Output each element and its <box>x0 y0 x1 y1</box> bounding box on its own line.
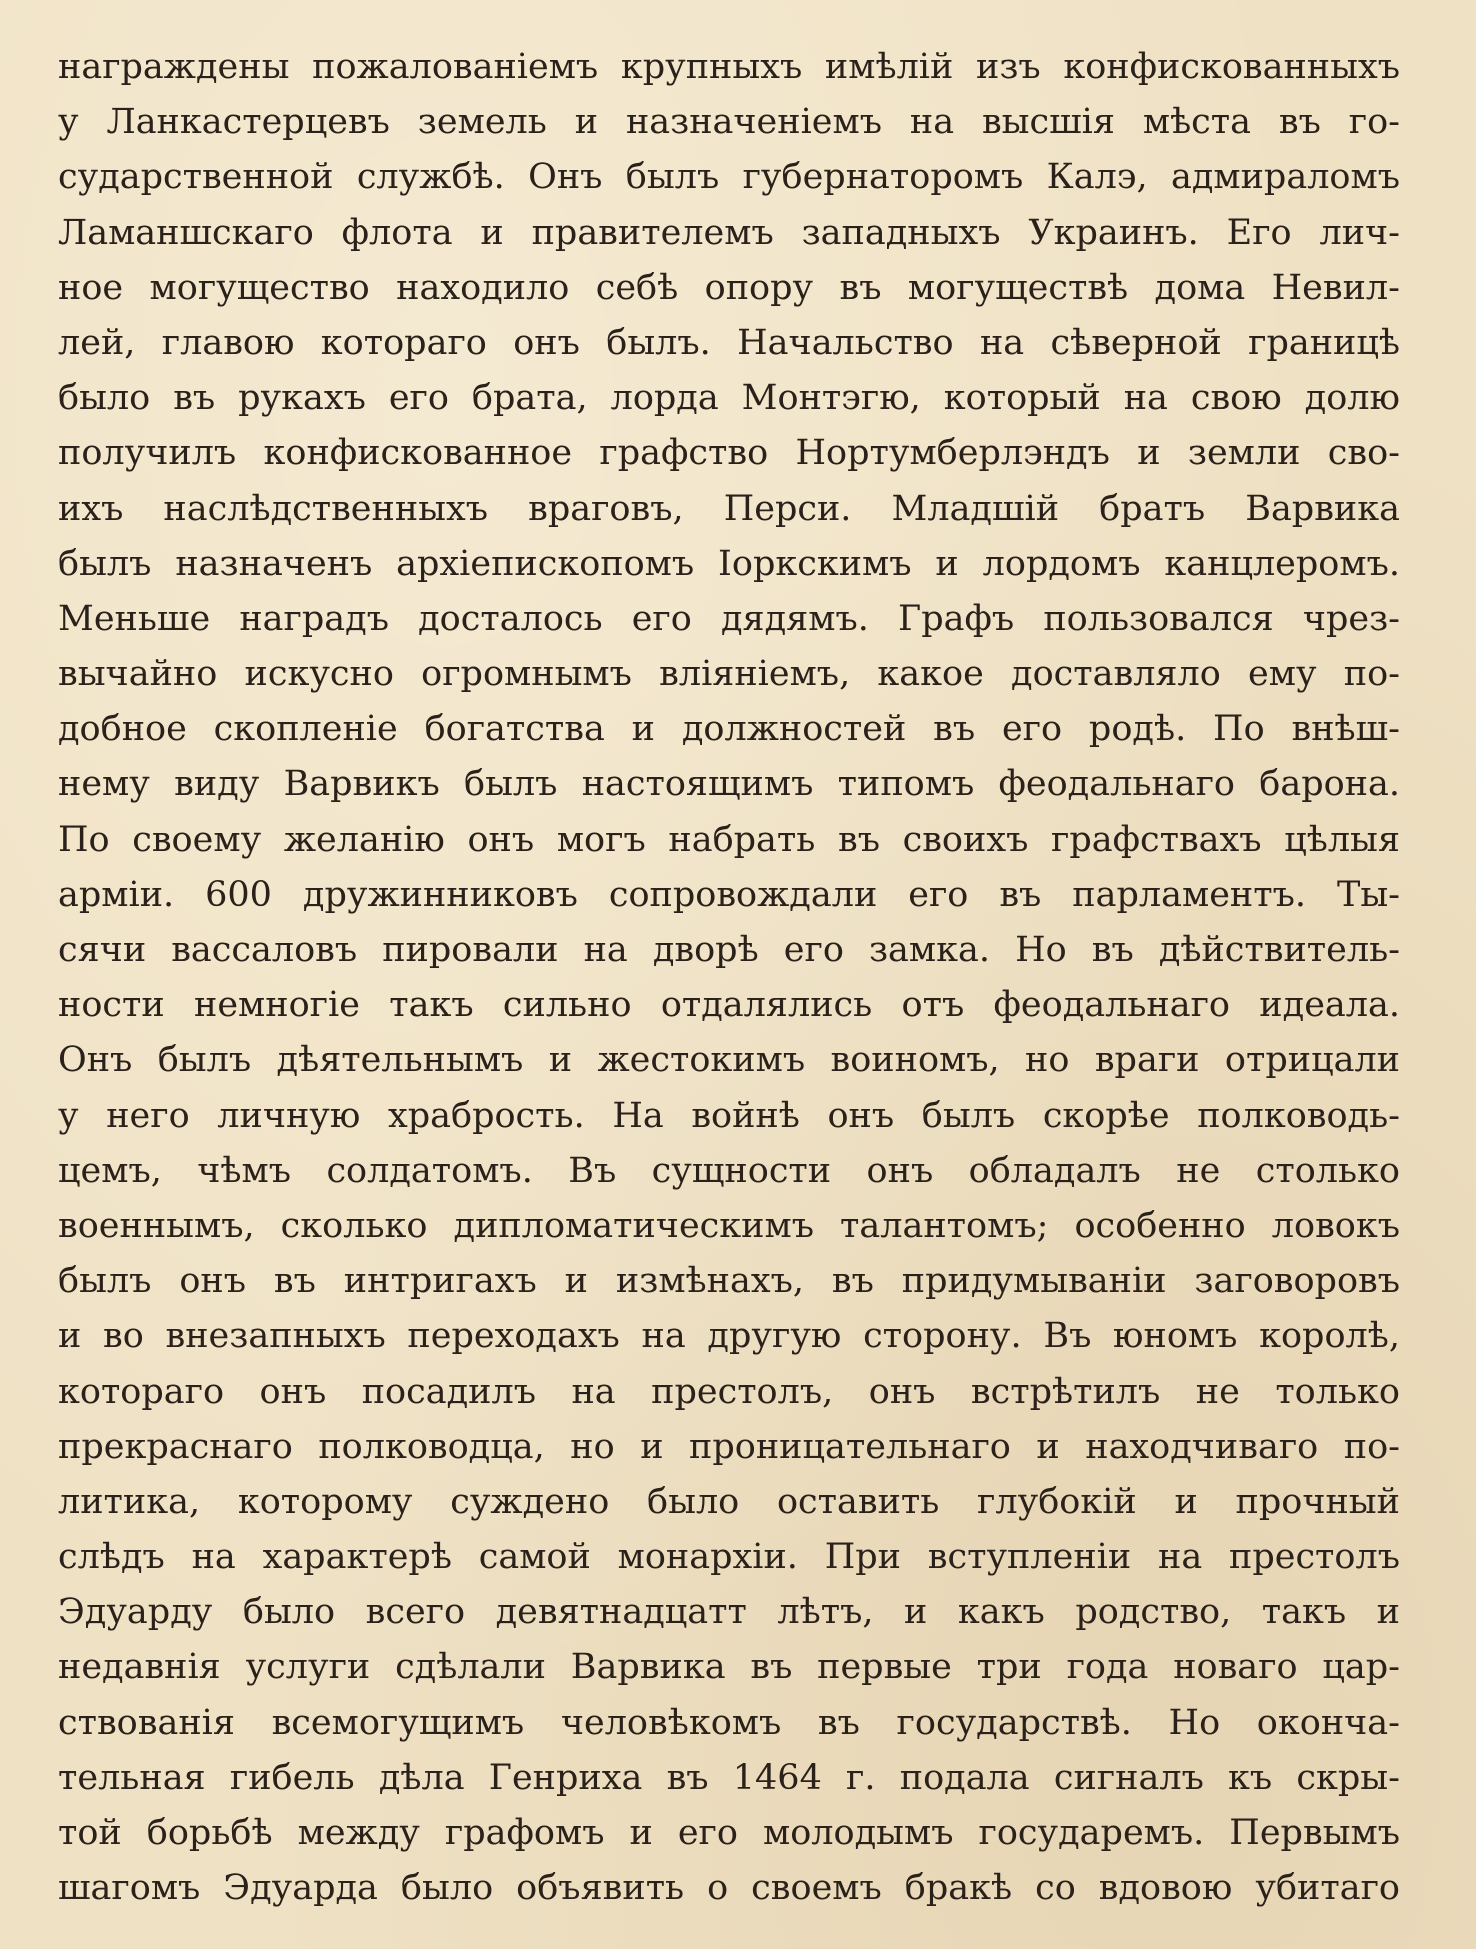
text-line: былъ назначенъ архіепископомъ Іоркскимъ и лордомъ канцлеромъ. <box>58 543 1400 584</box>
text-line: вычайно искусно огромнымъ вліяніемъ, какое доставляло ему по- <box>58 654 1400 695</box>
text-line: шагомъ Эдуарда было объявить о своемъ бракѣ со вдовою убитаго <box>58 1868 1400 1909</box>
text-line: ствованія всемогущимъ человѣкомъ въ государствѣ. Но оконча- <box>58 1702 1400 1743</box>
text-line: ное могущество находило себѣ опору въ могуществѣ дома Невил- <box>58 267 1400 308</box>
text-line: литика, которому суждено было оставить глубокій и прочный <box>58 1481 1400 1522</box>
text-line: По своему желанію онъ могъ набрать въ своихъ графствахъ цѣлыя <box>58 819 1400 860</box>
text-line: Эдуарду было всего девятнадцатт лѣтъ, и какъ родство, такъ и <box>58 1592 1400 1633</box>
text-line: той борьбѣ между графомъ и его молодымъ государемъ. Первымъ <box>58 1813 1400 1853</box>
text-line: лей, главою котораго онъ былъ. Начальство на сѣверной границѣ <box>58 322 1400 363</box>
text-line: у Ланкастерцевъ земель и назначеніемъ на высшія мѣста въ го- <box>58 102 1400 143</box>
text-line: тельная гибель дѣла Генриха въ 1464 г. подала сигналъ къ скры- <box>58 1757 1400 1798</box>
text-line: Меньше наградъ досталось его дядямъ. Графъ пользовался чрез- <box>58 598 1400 639</box>
text-line: сячи вассаловъ пировали на дворѣ его замка. Но въ дѣйствитель- <box>58 930 1400 970</box>
text-line: цемъ, чѣмъ солдатомъ. Въ сущности онъ обладалъ не столько <box>58 1150 1400 1191</box>
text-line: нему виду Варвикъ былъ настоящимъ типомъ феодальнаго барона. <box>58 764 1400 805</box>
text-line: Онъ былъ дѣятельнымъ и жестокимъ воиномъ, но враги отрицали <box>58 1040 1400 1081</box>
body-text <box>58 40 1400 1916</box>
text-line: прекраснаго полководца, но и проницательнаго и находчиваго по- <box>58 1426 1400 1467</box>
text-line: награждены пожалованіемъ крупныхъ имѣлій изъ конфискованныхъ <box>58 47 1400 87</box>
text-line: ности немногіе такъ сильно отдалялись отъ феодальнаго идеала. <box>58 985 1400 1026</box>
text-line: Ламаншскаго флота и правителемъ западныхъ Украинъ. Его лич- <box>58 212 1400 253</box>
text-line: добное скопленіе богатства и должностей въ его родѣ. По внѣш- <box>58 709 1400 750</box>
text-line: недавнія услуги сдѣлали Варвика въ первые три года новаго цар- <box>58 1647 1400 1688</box>
text-line: у него личную храбрость. На войнѣ онъ былъ скорѣе полководь- <box>58 1095 1400 1136</box>
text-line: слѣдъ на характерѣ самой монархіи. При вступленіи на престолъ <box>58 1537 1400 1578</box>
text-line: котораго онъ посадилъ на престолъ, онъ встрѣтилъ не только <box>58 1371 1400 1412</box>
text-line: былъ онъ въ интригахъ и измѣнахъ, въ придумываніи заговоровъ <box>58 1261 1400 1302</box>
text-line: ихъ наслѣдственныхъ враговъ, Перси. Младшій братъ Варвика <box>58 488 1400 529</box>
text-line: военнымъ, сколько дипломатическимъ талантомъ; особенно ловокъ <box>58 1205 1400 1246</box>
text-line: и во внезапныхъ переходахъ на другую сторону. Въ юномъ королѣ, <box>58 1316 1400 1357</box>
text-line: сударственной службѣ. Онъ былъ губернаторомъ Калэ, адмираломъ <box>58 157 1400 198</box>
text-line: получилъ конфискованное графство Нортумберлэндъ и земли сво- <box>58 433 1400 474</box>
text-line: арміи. 600 дружинниковъ сопровождали его въ парламентъ. Ты- <box>58 874 1400 915</box>
text-line: было въ рукахъ его брата, лорда Монтэгю, который на свою долю <box>58 378 1400 419</box>
